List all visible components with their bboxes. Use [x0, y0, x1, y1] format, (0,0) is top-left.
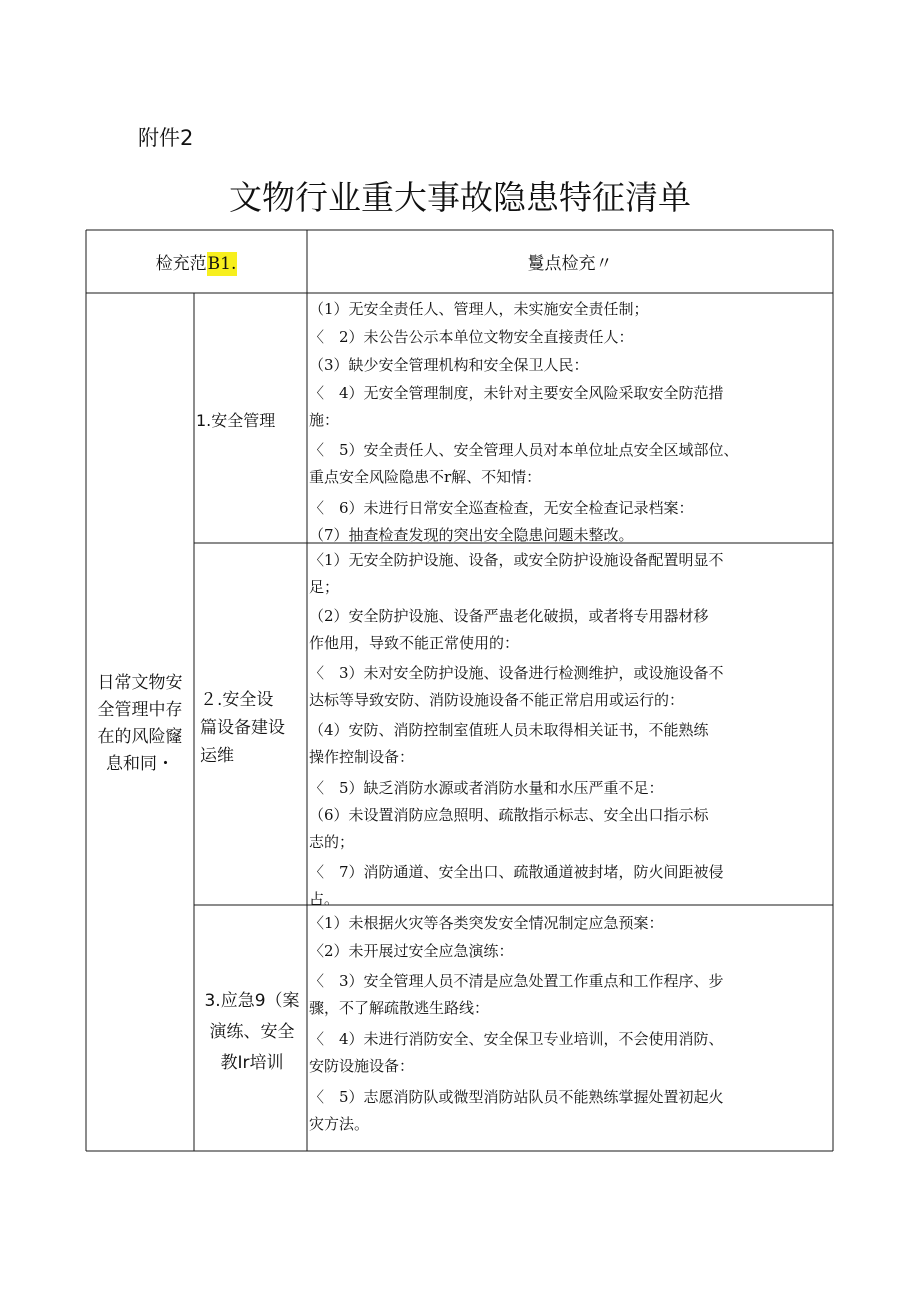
list-item-line: 〈 5）志愿消防队或微型消防站队员不能熟练掌握处置初起火 [309, 1088, 724, 1106]
list-item [309, 380, 835, 434]
list-item-line: 足； [309, 578, 340, 596]
list-item-line: （1）无安全责任人、管理人，未实施安全责任制； [309, 300, 649, 318]
items-list-emergency [309, 907, 835, 1150]
section-title-emergency [198, 986, 306, 1079]
list-item [309, 522, 835, 543]
list-item-line: 〈 3）安全管理人员不清是应急处置工作重点和工作程序、步 [309, 972, 724, 990]
header-col1-highlight: B1. [207, 254, 237, 274]
list-item [309, 938, 835, 965]
list-item [309, 1084, 835, 1138]
list-item [309, 660, 835, 714]
list-item [309, 910, 835, 937]
list-item-line: 〈 4）无安全管理制度，未针对主要安全风险采取安全防范措 [309, 384, 724, 402]
list-item-line: 操作控制设备： [309, 748, 415, 766]
list-item-line: 〈 2）未公告公示本单位文物安全直接责任人： [309, 328, 634, 346]
header-inspection-scope [86, 246, 307, 282]
list-item-line: 施： [309, 411, 340, 429]
list-item-line: 占。 [309, 890, 340, 905]
category-line: 全管理中存 [97, 700, 183, 720]
category-line: 息和同・ [106, 754, 174, 774]
list-item [309, 296, 835, 323]
list-item-line: 灾方法。 [309, 1115, 370, 1133]
list-item-line: 〈 6）未进行日常安全巡查检查，无安全检查记录档案： [309, 499, 694, 517]
list-item-line: 〈 5）缺乏消防水源或者消防水量和水压严重不足： [309, 779, 664, 797]
list-item [309, 495, 835, 522]
list-item [309, 802, 835, 856]
list-item-line: （2）安全防护设施、设备严蛊老化破损，或者将专用器材移 [309, 607, 709, 625]
list-item [309, 859, 835, 905]
category-line: 日常文物安 [97, 673, 183, 693]
list-item-line: 〈1）未根据火灾等各类突发安全情况制定应急预案： [309, 914, 664, 932]
document-title: 文物行业重大事故隐患特征清单 [229, 178, 691, 217]
list-item-line: 〈1）无安全防护设施、设备，或安全防护设施设备配置明显不 [309, 551, 724, 569]
category-cell [88, 670, 192, 778]
section-title-line: 1.安全管理 [196, 411, 276, 430]
section-title-equipment [200, 686, 310, 770]
list-item-line: 作他用，导致不能正常使用的： [309, 634, 520, 652]
list-item-line: （3）缺少安全管理机构和安全保卫人民： [309, 356, 589, 374]
list-item [309, 968, 835, 1022]
section-title-safety-management [196, 410, 304, 432]
list-item [309, 1026, 835, 1080]
list-item-line: 〈2）未开展过安全应急演练： [309, 942, 514, 960]
list-item [309, 775, 835, 802]
items-list-equipment [309, 545, 835, 905]
list-item-line: 〈 7）消防通道、安全出口、疏散通道被封堵，防火间距被侵 [309, 863, 724, 881]
attachment-label: 附件2 [138, 126, 194, 150]
category-line: 在的风险窿 [97, 727, 183, 747]
list-item-line: 骤，不了解疏散逃生路线： [309, 999, 490, 1017]
section-title-line: 运维 [200, 746, 234, 766]
list-item-line: 达标等导致安防、消防设施设备不能正常启用或运行的： [309, 691, 685, 709]
section-title-line: 教Ir培训 [220, 1053, 284, 1073]
list-item [309, 324, 835, 351]
list-item [309, 437, 835, 491]
list-item-line: 志的； [309, 833, 355, 851]
list-item [309, 603, 835, 657]
items-list-safety-management [309, 295, 835, 543]
list-item-line: （6）未设置消防应急照明、疏散指示标志、安全出口指示标 [309, 806, 709, 824]
list-item-line: （4）安防、消防控制室值班人员未取得相关证书，不能熟练 [309, 721, 709, 739]
list-item-line: 重点安全风险隐患不r解、不知情： [309, 468, 542, 486]
list-item-line: 安防设施设备： [309, 1057, 415, 1075]
list-item-line: （7）抽查检查发现的突出安全隐患问题未整改。 [309, 526, 634, 543]
list-item-line: 〈 3）未对安全防护设施、设备进行检测维护，或设施设备不 [309, 664, 724, 682]
list-item [309, 717, 835, 771]
section-title-line: 演练、安全 [209, 1022, 295, 1042]
list-item-line: 〈 5）安全责任人、安全管理人员对本单位址点安全区域部位、 [309, 441, 739, 459]
header-col1-prefix: 检充范 [155, 254, 207, 274]
section-title-line: 篇设备建设 [200, 718, 285, 738]
section-title-line: ２.安全设 [200, 690, 274, 710]
list-item-line: 〈 4）未进行消防安全、安全保卫专业培训，不会使用消防、 [309, 1030, 724, 1048]
list-item [309, 547, 835, 601]
header-key-points: 鬘点检充〃 [527, 254, 613, 274]
section-title-line: 3.应急9（案 [204, 991, 300, 1011]
list-item [309, 352, 835, 379]
